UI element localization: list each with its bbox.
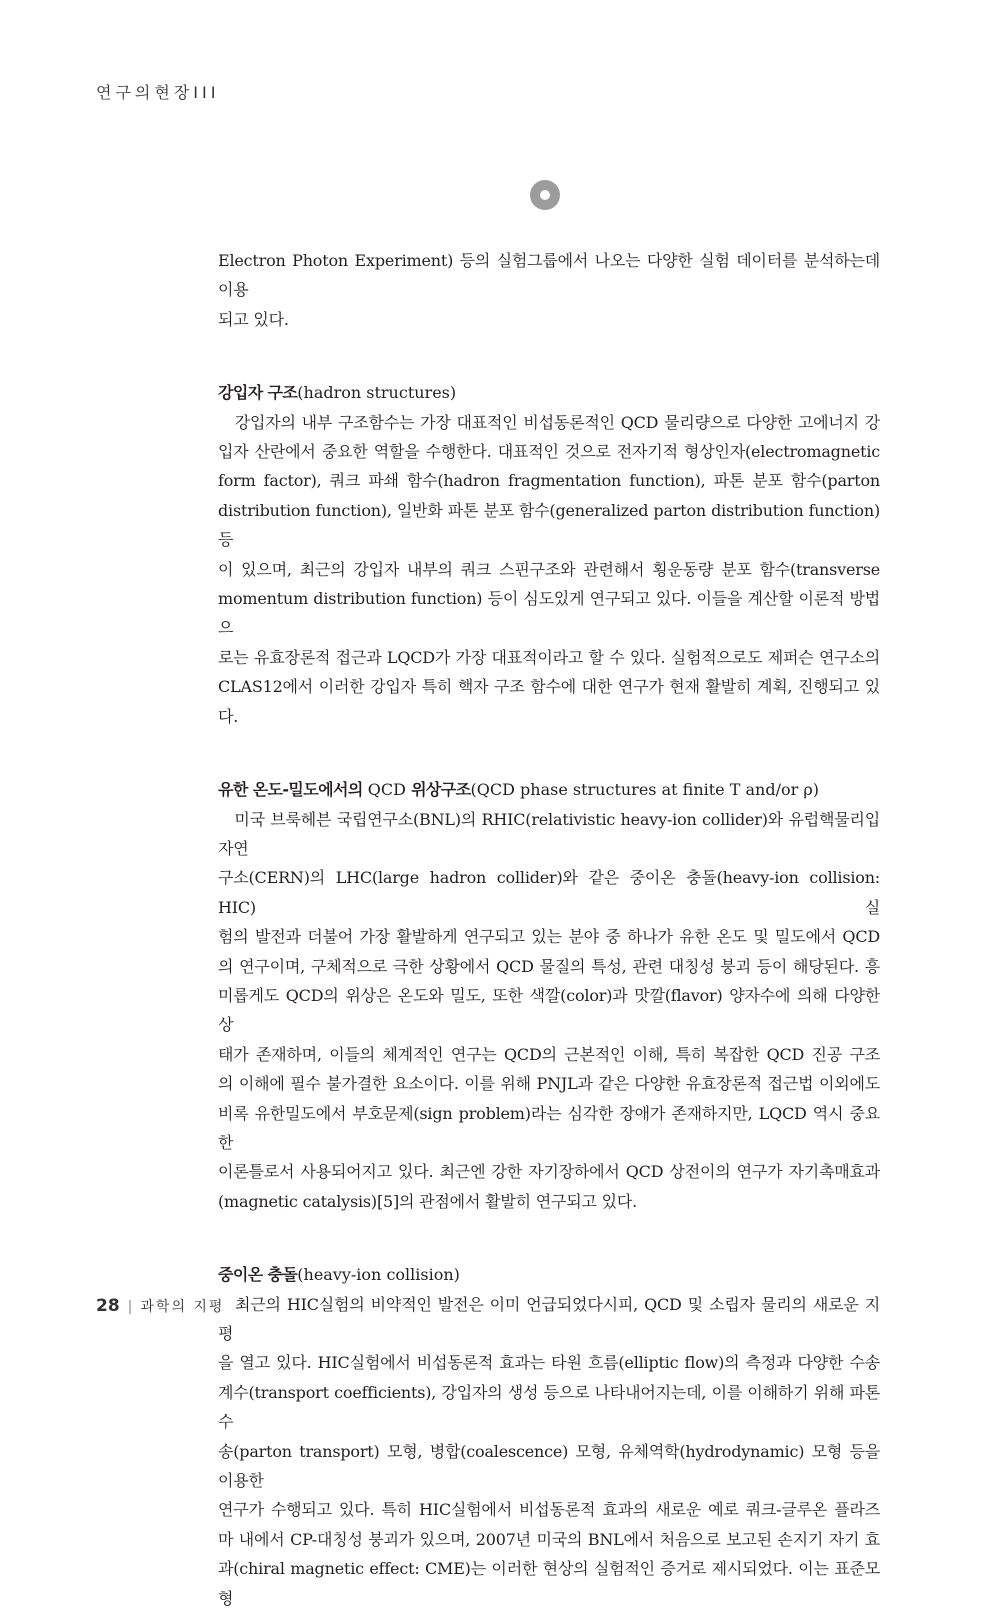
section-heading [218, 1260, 880, 1289]
text-line: momentum distribution function) 등이 심도있게 연구되고 있다. 이들을 계산할 이론적 방법으 [218, 589, 880, 638]
heading-bold: 위상구조 [411, 780, 471, 800]
text-line: 연구가 수행되고 있다. 특히 HIC실험에서 비섭동론적 효과의 새로운 예로 쿼크-글루온 플라즈 [218, 1500, 880, 1520]
section-qcd-phase-structures [218, 775, 880, 1216]
text-line: CLAS12에서 이러한 강입자 특히 핵자 구조 함수에 대한 연구가 현재 활발히 계획, 진행되고 있 [218, 677, 880, 697]
text-line: 마 내에서 CP-대칭성 붕괴가 있으며, 2007년 미국의 BNL에서 처음으로 보고된 손지기 자기 효 [218, 1529, 880, 1549]
text-line: 강입자의 내부 구조함수는 가장 대표적인 비섭동론적인 QCD 물리량으로 다양한 고에너지 강 [218, 412, 880, 432]
section-heavy-ion-collision [218, 1260, 880, 1613]
text-line: 의 이해에 필수 불가결한 요소이다. 이를 위해 PNJL과 같은 다양한 유효장론적 접근법 이외에도 [218, 1074, 880, 1094]
running-head: 연구의현장III [96, 83, 220, 102]
text-line: 되고 있다. [218, 309, 289, 329]
text-line: 송(parton transport) 모형, 병합(coalescence) 모형, 유체역학(hydrodynamic) 모형 등을 이용한 [218, 1441, 880, 1491]
section-heading [218, 378, 880, 407]
text-line: 태가 존재하며, 이들의 체계적인 연구는 QCD의 근본적인 이해, 특히 복잡한 QCD 진공 구조 [218, 1044, 880, 1064]
text-line: 최근의 HIC실험의 비약적인 발전은 이미 언급되었다시피, QCD 및 소립자 물리의 새로운 지평 [218, 1294, 880, 1343]
section-hadron-structures [218, 378, 880, 731]
heading-bold: 유한 온도-밀도에서의 [218, 780, 363, 800]
page-footer [96, 1296, 224, 1316]
text-line: 다. [218, 706, 239, 726]
text-line: 입자 산란에서 중요한 역할을 수행한다. 대표적인 것으로 전자기적 형상인자(electromagnetic [218, 442, 880, 462]
text-line: Electron Photon Experiment) 등의 실험그룹에서 나오는 다양한 실험 데이터를 분석하는데 이용 [218, 251, 880, 300]
section-heading [218, 775, 880, 804]
heading-bold: 강입자 구조 [218, 383, 298, 403]
page-number: 28 [96, 1296, 120, 1316]
footer-separator: | [127, 1299, 133, 1315]
text-line: 험의 발전과 더불어 가장 활발하게 연구되고 있는 분야 중 하나가 유한 온도 및 밀도에서 QCD [218, 927, 880, 947]
text-line: 구소(CERN)의 LHC(large hadron collider)와 같은 중이온 충돌(heavy-ion collision: HIC) 실 [218, 868, 880, 917]
text-line: 이론틀로서 사용되어지고 있다. 최근엔 강한 자기장하에서 QCD 상전이의 연구가 자기촉매효과 [218, 1162, 880, 1182]
heading-rest: (heavy-ion collision) [297, 1265, 460, 1285]
text-line: 미국 브룩헤븐 국립연구소(BNL)의 RHIC(relativistic heavy-ion collider)와 유럽핵물리입자연 [218, 809, 880, 858]
heading-rest: (hadron structures) [297, 383, 457, 403]
text-line: 계수(transport coefficients), 강입자의 생성 등으로 나타내어지는데, 이를 이해하기 위해 파톤 수 [218, 1382, 880, 1432]
heading-rest: QCD [362, 780, 412, 800]
text-line: 의 연구이며, 구체적으로 극한 상황에서 QCD 물질의 특성, 관련 대칭성 붕괴 등이 해당된다. 흥 [218, 956, 880, 976]
text-line: form factor), 쿼크 파쇄 함수(hadron fragmentation function), 파톤 분포 함수(parton [218, 471, 880, 491]
intro-paragraph [218, 246, 880, 334]
publication-name: 과학의 지평 [140, 1299, 225, 1315]
text-line: 과(chiral magnetic effect: CME)는 이러한 현상의 실험적인 증거로 제시되었다. 이는 표준모형 [218, 1559, 880, 1608]
text-line: 미롭게도 QCD의 위상은 온도와 밀도, 또한 색깔(color)과 맛깔(flavor) 양자수에 의해 다양한 상 [218, 985, 880, 1035]
article-body [218, 246, 880, 1613]
heading-rest: (QCD phase structures at finite T and/or ρ) [470, 780, 819, 800]
text-line: distribution function), 일반화 파톤 분포 함수(generalized parton distribution function) 등 [218, 500, 880, 550]
text-line: 비록 유한밀도에서 부호문제(sign problem)라는 심각한 장애가 존재하지만, LQCD 역시 중요한 [218, 1103, 880, 1152]
heading-bold: 중이온 충돌 [218, 1265, 298, 1285]
text-line: 이 있으며, 최근의 강입자 내부의 쿼크 스핀구조와 관련해서 횡운동량 분포 함수(transverse [218, 559, 880, 579]
circle-ornament-icon [530, 180, 560, 210]
text-line: (magnetic catalysis)[5]의 관점에서 활발히 연구되고 있다. [218, 1191, 638, 1211]
text-line: 로는 유효장론적 접근과 LQCD가 가장 대표적이라고 할 수 있다. 실험적으로도 제퍼슨 연구소의 [218, 647, 880, 667]
text-line: 을 열고 있다. HIC실험에서 비섭동론적 효과는 타원 흐름(elliptic flow)의 측정과 다양한 수송 [218, 1353, 880, 1373]
